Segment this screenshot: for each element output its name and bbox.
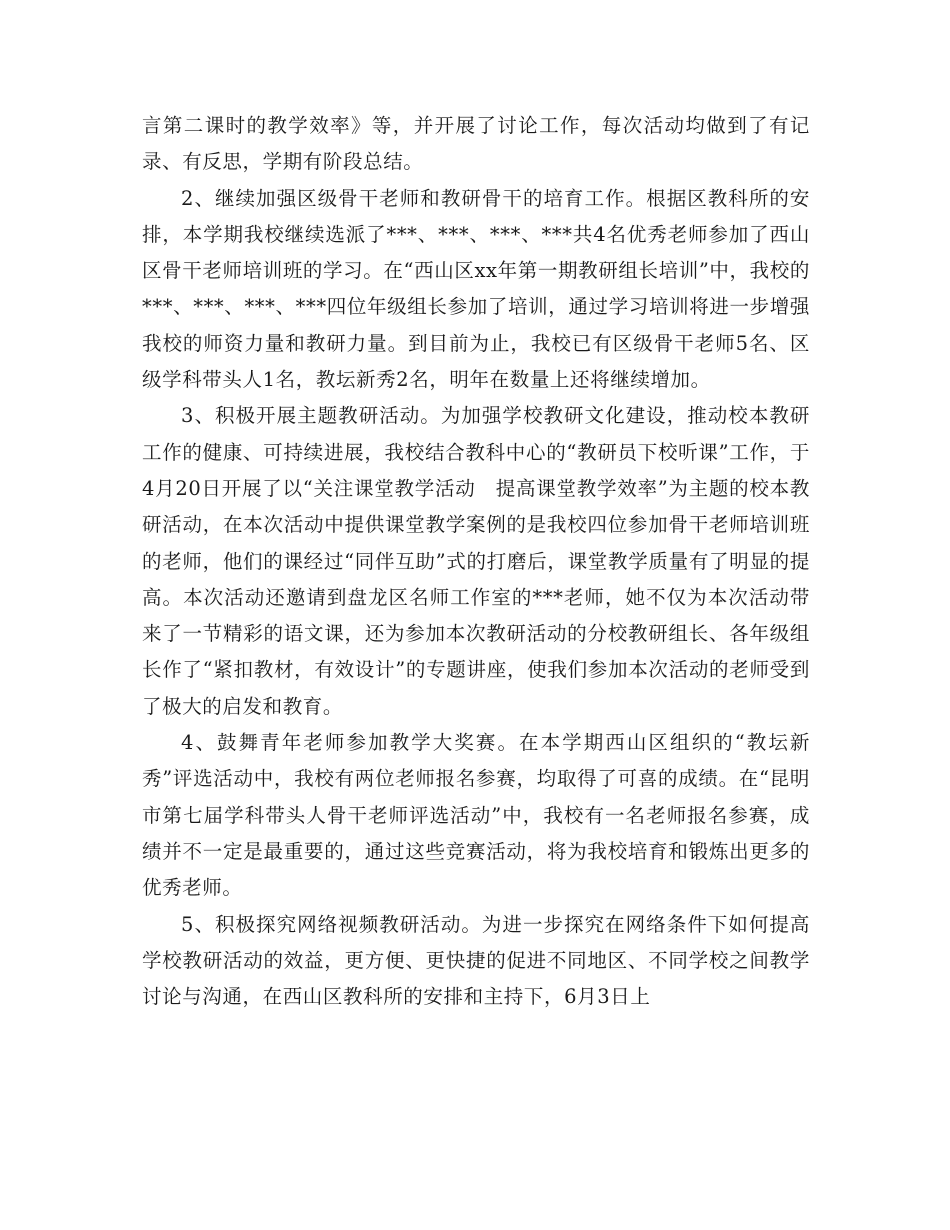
paragraph-item-4: 4、鼓舞青年老师参加教学大奖赛。在本学期西山区组织的“教坛新秀”评选活动中，我校有两位老师报名参赛，均取得了可喜的成绩。在“昆明市第七届学科带头人骨干老师评选活动”中，我校有一名老师报名参赛，成绩并不一定是最重要的，通过这些竞赛活动，将为我校培育和锻炼出更多的优秀老师。: [142, 731, 810, 900]
paragraph-item-5: 5、积极探究网络视频教研活动。为进一步探究在网络条件下如何提高学校教研活动的效益，更方便、更快捷的促进不同地区、不同学校之间教学讨论与沟通，在西山区教科所的安排和主持下，6月3日上: [142, 912, 810, 1009]
document-body: [142, 108, 810, 1015]
paragraph-item-3: 3、积极开展主题教研活动。为加强学校教研文化建设，推动校本教研工作的健康、可持续进展，我校结合教科中心的“教研员下校听课”工作，于4月20日开展了以“关注课堂教学活动 提高课堂教学效率”为主题的校本教研活动，在本次活动中提供课堂教学案例的是我校四位参加骨干老师培训班的老师，他们的课经过“同伴互助”式的打磨后，课堂教学质量有了明显的提高。本次活动还邀请到盘龙区名师工作室的***老师，她不仅为本次活动带来了一节精彩的语文课，还为参加本次教研活动的分校教研组长、各年级组长作了“紧扣教材，有效设计”的专题讲座，使我们参加本次活动的老师受到了极大的启发和教育。: [142, 404, 810, 718]
paragraph-item-2: 2、继续加强区级骨干老师和教研骨干的培育工作。根据区教科所的安排，本学期我校继续选派了***、***、***、***共4名优秀老师参加了西山区骨干老师培训班的学习。在“西山区xx年第一期教研组长培训”中，我校的***、***、***、***四位年级组长参加了培训，通过学习培训将进一步增强我校的师资力量和教研力量。到目前为止，我校已有区级骨干老师5名、区级学科带头人1名，教坛新秀2名，明年在数量上还将继续增加。: [142, 186, 810, 392]
paragraph-continued: 言第二课时的教学效率》等，并开展了讨论工作，每次活动均做到了有记录、有反思，学期有阶段总结。: [142, 114, 810, 174]
